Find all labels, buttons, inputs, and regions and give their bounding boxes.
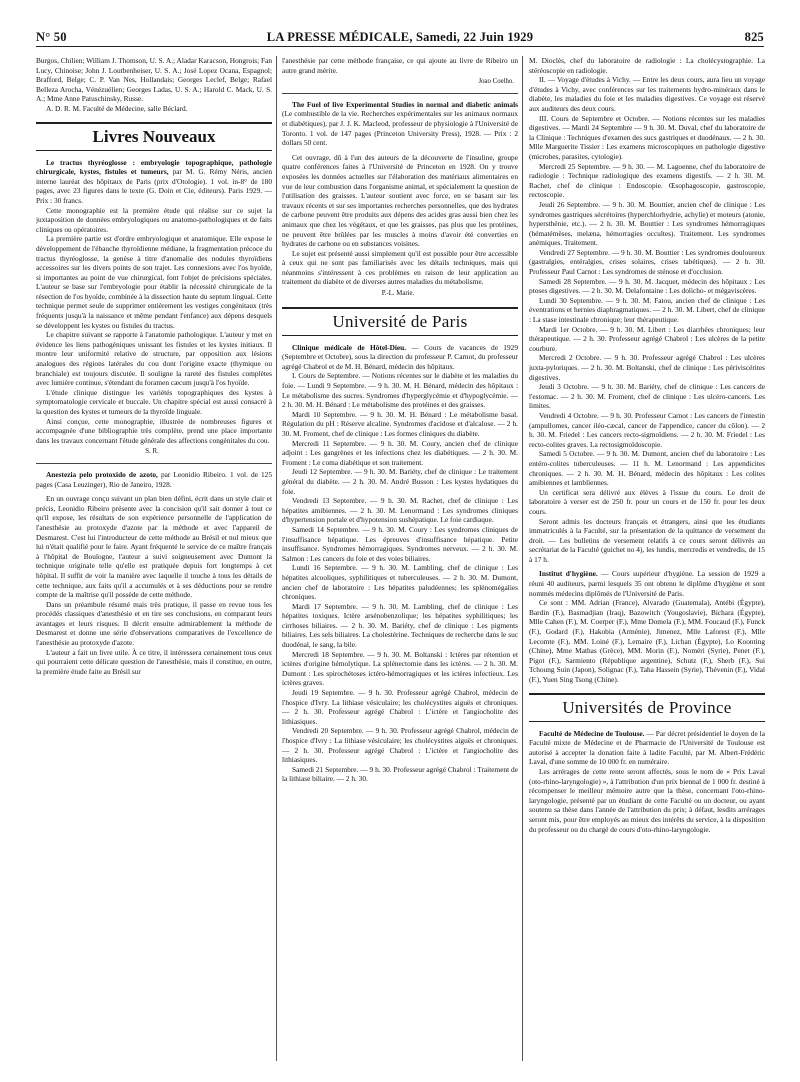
paragraph: Cette monographie est la première étude qui réalise sur ce sujet la juxtaposition de données embryologiques ou anatomo-pathologiques et de faits cliniques ou opératoires. bbox=[36, 205, 272, 234]
book-title: Le tractus thyréoglosse : embryologie topographique, pathologie chirurgicale, kystes, fistules et tumeurs, bbox=[36, 157, 272, 177]
column-left bbox=[36, 56, 272, 1066]
paragraph: Jeudi 19 Septembre. — 9 h. 30. Professeur agrégé Chabrol, médecin de l'hospice d'Ivry. La lithiase vésiculaire; les cholécystites aiguës et chroniques. — 2 h. 30. Professeur agrégé Chabrol : L'ictère et l'angiocholite des lithiasiques. bbox=[282, 688, 518, 726]
paragraph: En un ouvrage conçu suivant un plan bien défini, écrit dans un style clair et précis, Leonidio Ribeiro présente avec la concision qu'il sait donner à tout ce qu'il expose, les résultats de son expérience personnelle de l'application de l'anesthésie au protoxyde d'azote par la méthode et avec l'appareil de Desmarest. C'est lui l'introducteur de cette méthode au Brésil et nul mieux que lui n'était qualifié pour le faire. Ayant fréquenté le service de ce maître français à l'hôpital de Boulogne, l'auteur a suivi soigneusement avec Dumont la technique originale telle qu'elle est pratiquée depuis fort longtemps à cet hôpital. Il suffit de voir la manière avec laquelle il touche à tous les détails de cette technique, aux faits qu'il a accumulés et à ses déductions pour se rendre compte de la maîtrise qu'il possède de cette méthode. bbox=[36, 494, 272, 600]
paragraph: Cet ouvrage, dû à l'un des auteurs de la découverte de l'insuline, groupe quatre conférences faites à l'Université de Princeton en 1928. On y trouve exposées les données actuelles sur l'élaboration des matériaux alimentaires en vue de leur combustion dans l'organisme animal, et spécialement la question de l'utilisation des graisses. L'auteur soutient avec force, en se basant sur les travaux récents et sur ses importantes recherches personnelles, que des hydrates de carbone peuvent être produits aux dépens des acides gras aussi bien chez les animaux que chez les végétaux, et que les graisses, pas plus que les protéines, ne peuvent être brûlées par les muscles à moins d'avoir été converties en hydrates de carbone ou en substances voisines. bbox=[282, 152, 518, 249]
paragraph: Samedi 5 Octobre. — 9 h. 30. M. Dumont, ancien chef du laboratoire : Les entéro-colites tuberculeuses. — 11 h. M. Lenormand : Les appendicites chroniques. — 2 h. 30. M. H. Bénard, médecin des hôpitaux : Les colites amibiennes et lambliennes. bbox=[529, 449, 765, 488]
paragraph: Vendredi 13 Septembre. — 9 h. 30. M. Rachet, chef de clinique : Les hépatites amibiennes. — 2 h. 30. M. Lenormand : Les syndromes cliniques d'hypertension portale et d'hypotension sushépatique. Le foie cardiaque. bbox=[282, 496, 518, 525]
graduates-list-source: A. D. R. M. Faculté de Médecine, salle Béclard. bbox=[46, 103, 188, 113]
book-details: (Le combustible de la vie. Recherches expérimentales sur les animaux normaux et diabétiques), par J. J. K. Macleod, professeur de physiologie à l'Université de Toronto. 1 vol. de 147 pages (Princeton University Press), 1928. — Prix : 2 dollars 50 cent. bbox=[282, 109, 518, 148]
paragraph: Ainsi conçue, cette monographie, illustrée de nombreuses figures et accompagnée d'une bibliographie très complète, prend une place importante dans les travaux concernant l'étude générale des affections congénitales du cou. bbox=[36, 416, 272, 445]
paragraph: Mardi 10 Septembre. — 9 h. 30. M. H. Bénard : Le métabolisme basal. Régulation du pH : Réserve alcaline. Syndromes d'acidose et d'alcalose. — 2 h. 30. M. Froment, chef de clinique : Les formes cliniques du diabète. bbox=[282, 409, 518, 438]
section-title-universite-paris: Université de Paris bbox=[282, 307, 518, 336]
paragraph: Vendredi 4 Octobre. — 9 h. 30. Professeur Carnot : Les cancers de l'intestin (ampullomes, cancer iléo-cæcal, cancer de l'appendice, cancer du côlon). — 2 h. 30. M. Friedel : Les cancers recto-sigmoïdiens. — 2 h. 30. M. Friedel : Les recto-colites graves. La rectosigmoïdoscopie. bbox=[529, 410, 765, 449]
book-review-entry bbox=[282, 100, 518, 148]
book-title: The Fuel of live Experimental Studies in normal and diabetic animals bbox=[292, 99, 518, 109]
paragraph: Le sujet est présenté aussi simplement qu'il est possible pour être accessible à ceux qui ne sont pas familiarisés avec les détails techniques, mais qui néanmoins s'intéressent à ces problèmes en raison de leur application au traitement du diabète et de diverses autres maladies du métabolisme. bbox=[282, 248, 518, 287]
paragraph: Mercredi 2 Octobre. — 9 h. 30. Professeur agrégé Chabrol : Les ulcères juxta-pyloriques. — 2 h. 30. M. Boltanski, chef de clinique : Les périviscérites digestives. bbox=[529, 353, 765, 382]
paragraph: Mardi 1er Octobre. — 9 h. 30. M. Libert : Les diarrhées chroniques; leur thérapeutique. — 2 h. 30. Professeur agrégé Chabrol : Les ulcères de la petite courbure. bbox=[529, 324, 765, 353]
paragraph: L'étude clinique distingue les variétés topographiques des kystes à symptomatologie cervicale et buccale. Un chapitre spécial est aussi consacré à la question des kystes et tumeurs de la thyroïde linguale. bbox=[36, 387, 272, 416]
paragraph: M. Dioclès, chef du laboratoire de radiologie : La cholécystographie. La stéréoscopie en radiologie. bbox=[529, 56, 765, 75]
divider bbox=[282, 93, 518, 94]
course-heading: Institut d'hygiène. bbox=[539, 569, 598, 579]
column-divider bbox=[522, 56, 523, 1061]
paragraph: Mercredi 11 Septembre. — 9 h. 30. M. Coury, ancien chef de clinique adjoint : Les gangrènes et les infections chez les diabétiques. — 2 h. 30. M. Froment : Le coma diabétique et son traitement. bbox=[282, 438, 518, 467]
section-title-livres: Livres Nouveaux bbox=[36, 122, 272, 151]
paragraph: Mercredi 18 Septembre. — 9 h. 30. M. Boltanski : Ictères par rétention et ictères d'origine hémolytique. La splénectomie dans les ictères. — 2 h. 30. M. Dumont : Les spirochétoses ictéro-hémorragiques et les ictères infectieux. Les ictères graves. bbox=[282, 649, 518, 688]
paragraph: Samedi 21 Septembre. — 9 h. 30. Professeur agrégé Chabrol : Traitement de la lithiase biliaire. — 2 h. 30. bbox=[282, 764, 518, 784]
paragraph: III. Cours de Septembre et Octobre. — Notions récentes sur les maladies digestives. — Mardi 24 Septembre — 9 h. 30. M. Duval, chef du laboratoire de la Clinique : Techniques d'examen des sucs gastriques et duodénaux. — 2 h. 30. Mlle Marguerite Tissier : Les examens microscopiques en pathologie digestive (microbes, parasites, cytologie). bbox=[529, 113, 765, 161]
column-right bbox=[529, 56, 765, 1066]
page-number-right: 825 bbox=[744, 30, 764, 44]
paragraph: Samedi 14 Septembre. — 9 h. 30. M. Coury : Les syndromes cliniques de l'insuffisance hépatique. Les épreuves d'insuffisance hépatique. Petite insuffisance. Syndromes hémorragiques. Syndromes nerveux. — 2 h. 30. M. Salmon : Les cancers du foie et des voies biliaires. bbox=[282, 524, 518, 563]
course-announcement: Institut d'hygiène. — Cours supérieur d'hygiène. La session de 1929 a réuni 40 auditeurs, parmi lesquels 35 ont obtenu le diplôme d'hygiène et sont nommés médecins diplômés de l'Université de Paris. bbox=[529, 569, 765, 598]
paragraph: II. — Voyage d'études à Vichy. — Entre les deux cours, aura lieu un voyage d'études à Vichy, avec conférences sur les traitements hydro-minéraux dans le diabète, les maladies du foie et les maladies digestives. Ce voyage est réservé aux auditeurs des deux cours. bbox=[529, 75, 765, 113]
review-signature: P.-L. Marie. bbox=[381, 290, 415, 298]
column-divider bbox=[276, 56, 277, 1061]
paragraph: Lundi 30 Septembre. — 9 h. 30. M. Fatou, ancien chef de clinique : Les éventrations et hernies diaphragmatiques. — 2 h. 30. M. Libert, chef de clinique : La stase intestinale chronique; leur thérapeutique. bbox=[529, 295, 765, 325]
paragraph: Jeudi 3 Octobre. — 9 h. 30. M. Bariéty, chef de clinique : Les cancers de l'estomac. — 2 h. 30. M. Froment, chef de clinique : Les ulcéro-cancers. Les limites. bbox=[529, 382, 765, 411]
section-title-universites-province: Universités de Province bbox=[529, 693, 765, 722]
course-heading: Faculté de Médecine de Toulouse. bbox=[539, 728, 645, 738]
paragraph: Les arrérages de cette rente seront affectés, sous le nom de « Prix Laval (oto-rhino-laryngologie) », à l'attribution d'un prix biennal de 1 000 fr. destiné à récompenser le meilleur mémoire autre que la thèse, concernant l'oto-rhino-laryngologie, présenté par un étudiant de cette Faculté ou un docteur, ou ayant soutenu sa thèse dans l'année de l'attribution du prix; à défaut, lesdits arrérages seront mis, pour être employés au mieux des intérêts du service, à la disposition du professeur ou du chargé de cours d'oto-rhino-laryngologie. bbox=[529, 766, 765, 834]
book-review-entry bbox=[36, 470, 272, 489]
paragraph: Ce sont : MM. Adrian (France), Alvarado (Guatemala), Antébi (Égypte), Bardin (F.), Basmadjian (Iraq), Bazowitch (Yougoslavie), Bichara (Égypte), Mlle Cahen (F.), M. Coerper (F.), Mme Domela (F.), MM. Foucaud (F.), Funck (F.), Godard (F.), Hakobia (Arménie), Jimenez, Mlle Laforest (F.), Mlle Lecomte (F.), MM. Loiné (F.), Lemaire (F.), Lichan (Égypte), Lo Koonting (Chine), Mme Mathas (Grèce), MM. Morin (F.), Noméri (Syrie), Penet (F.), Pigot (F.), Sarmiento (République argentine), Schutz (F.), Sherb (F.), Sui Tchoung Suin (Japon), Solignac (F.), Taha Hassein (Syrie), Thévenin (F.), Vidal (F.), Yuen Sing Tsong (Chine). bbox=[529, 598, 765, 684]
review-signature: S. R. bbox=[145, 448, 159, 456]
paragraph: Dans un préambule résumé mais très pratique, il passe en revue tous les procédés classiques d'anesthésie et en tire ses conclusions, en comparant leurs avantages et leurs risques. Il décrit ensuite admirablement la méthode de Desmarest et donne une série d'observations comparatives de l'excellence de l'anesthésie au protoxyde d'azote. bbox=[36, 599, 272, 648]
graduates-list: Burgos, Chilien; William J. Thomson, U. S. A.; Aladar Karacson, Hongrois; Fan Lucy, Chinoise; John J. Loutbenheiser, U. S. A.; José Lopez Ocana, Espagnol; Brafford, Belge; C. P. Van Nes, Hollandais; Georges Leclef, Belge; Rafael Belleza Arocha, Vénézuélien; Georges Ladas, U. S. A.; Harold C. Mack, U. S. A.; Mme Anne Patuschinsky, Russe. bbox=[36, 56, 272, 104]
running-title: LA PRESSE MÉDICALE, Samedi, 22 Juin 1929 bbox=[266, 30, 534, 44]
page-number-left: N° 50 bbox=[36, 30, 67, 44]
review-signature: Joao Coelho. bbox=[478, 78, 514, 86]
paragraph: Jeudi 12 Septembre. — 9 h. 30. M. Bariéty, chef de clinique : Le traitement général du diabète. — 2 h. 30. M. André Busson : Les kystes hydatiques du foie. bbox=[282, 467, 518, 496]
paragraph: Un certificat sera délivré aux élèves à l'issue du cours. Le droit de laboratoire à verser est de 250 fr. pour un cours et de 150 fr. pour les deux cours. bbox=[529, 487, 765, 516]
paragraph: Mercredi 25 Septembre. — 9 h. 30. — M. Lagoenne, chef du laboratoire de radiologie : Technique radiologique des examens digestifs. — 2 h. 30. M. Rachet, chef de clinique : Endoscopie. Œsophagoscopie, gastroscopie, rectoscopie. bbox=[529, 161, 765, 200]
paragraph: Seront admis les docteurs français et étrangers, ainsi que les étudiants immatriculés à la Faculté, sur la présentation de la quittance de versement du droit. — Les bulletins de versement relatifs à ce cours seront délivrés au secrétariat de la Faculté (guichet no 4), les lundis, mercredis et vendredis, de 15 à 17 h. bbox=[529, 516, 765, 564]
book-title: Anestezia pelo protoxido de azoto, bbox=[46, 469, 158, 479]
page-header bbox=[36, 30, 764, 47]
paragraph: L'auteur a fait un livre utile. À ce titre, il intéressera certainement tous ceux qui pourraient cette délicate question de l'anesthésie, mais il constitue, en outre, la première étude faite au Brésil sur bbox=[36, 647, 272, 676]
book-review-entry bbox=[36, 158, 272, 206]
paragraph: l'anesthésie par cette méthode française, ce qui ajoute au livre de Ribeiro un autre grand mérite. bbox=[282, 56, 518, 75]
paragraph: Le chapitre suivant se rapporte à l'anatomie pathologique. L'auteur y met en évidence les liens pathogéniques unissant les fistules et les kystes initiaux. Il montre leur uniformité relative de structure, par opposition aux lésions analogues des régions latérales du cou dont l'origine exacte (thymique ou branchiale) est toujours discutée. Il souligne la rareté des fistules complètes avec lumière continue, s'étendant du foramen cæcum jusqu'à l'os hyoïde. bbox=[36, 330, 272, 388]
book-details: par M. G. Rémy Néris, ancien interne lauréat des hôpitaux de Paris (prix d'Otologie). 1 vol. in-8° de 180 pages, avec 23 figures dans le texte (G. Doin et Cie, éditeurs). Paris 1929. — Prix : 30 francs. bbox=[36, 167, 272, 205]
course-announcement: Clinique médicale de Hôtel-Dieu. — Cours de vacances de 1929 (Septembre et Octobre), sous la direction du professeur P. Carnot, du professeur agrégé Chabrol et de M. H. Bénard, médecin des hôpitaux. bbox=[282, 342, 518, 371]
book-details: par Leonidio Ribeiro. 1 vol. de 125 pages (Casa Leuzinger), Rio de Janeiro, 1928. bbox=[36, 469, 272, 489]
paragraph: Samedi 28 Septembre. — 9 h. 30. M. Jacquet, médecin des hôpitaux : Les ptoses digestives. — 2 h. 30. M. Delafontaine : Les dolicho- et mégaviscères. bbox=[529, 276, 765, 296]
paragraph: Mardi 17 Septembre. — 9 h. 30. M. Lambling, chef de clinique : Les hépatites toxiques. Ictère arsénobenzolique; les hépatites syphilitiques; les cirrhoses biliaires. — 2 h. 30. M. Bariéty, chef de clinique : Les pigments biliaires. Les sels biliaires. La cholestérine. Techniques de recherche dans le suc duodénal, le sang, la bile. bbox=[282, 601, 518, 650]
course-announcement: Faculté de Médecine de Toulouse. — Par décret présidentiel le doyen de la Faculté mixte de Médecine et de Pharmacie de l'Université de Toulouse est autorisé à accepter la donation faite à ladite Faculté, par M. Albert-Frédéric Laval, d'une somme de 10 000 fr. en numéraire. bbox=[529, 728, 765, 767]
paragraph: I. Cours de Septembre. — Notions récentes sur le diabète et les maladies du foie. — Lundi 9 Septembre. — 9 h. 30. M. H. Bénard, médecin des hôpitaux : Le métabolisme des sucres. Syndromes d'hyperglycémie et d'hypoglycémie. — 2 h. 30. M. H. Bénard : Le métabolisme des protéines et des graisses. bbox=[282, 371, 518, 410]
paragraph: Vendredi 20 Septembre. — 9 h. 30. Professeur agrégé Chabrol, médecin de l'hospice d'Ivry : La lithiase vésiculaire; les cholécystites aiguës et chroniques. — 2 h. 30. Professeur agrégé Chabrol : L'ictère et l'angiocholite des lithiasiques. bbox=[282, 726, 518, 765]
course-heading: Clinique médicale de Hôtel-Dieu. bbox=[292, 342, 407, 352]
divider bbox=[36, 463, 272, 464]
paragraph: Vendredi 27 Septembre. — 9 h. 30. M. Bouttier : Les syndromes douloureux (gastralgies, entéralgies, crises solaires, crises tabétiques). — 2 h. 30. Professeur Paul Carnot : Les syndromes de sténose et d'occlusion. bbox=[529, 247, 765, 277]
paragraph: Lundi 16 Septembre. — 9 h. 30. M. Lambling, chef de clinique : Les hépatites alcooliques, syphilitiques et tuberculeuses. — 2 h. 30. M. Dumont, ancien chef de laboratoire : Les hépatites paludéennes; les splénomégalies chroniques. bbox=[282, 563, 518, 602]
paragraph: Jeudi 26 Septembre. — 9 h. 30. M. Bouttier, ancien chef de clinique : Les syndromes gastriques sécrétoires (hyperchlorhydrie, achylie) et moteurs (atonie, hypersthénie, etc.). — 2 h. 30. M. Bouttier : Les syndromes hémorragiques (hématémèses, melæna, hémorragies occultes). Traitement. Les syndromes anémiques. Traitement. bbox=[529, 199, 765, 248]
column-middle bbox=[282, 56, 518, 1066]
paragraph: La première partie est d'ordre embryologique et anatomique. Elle expose le développement de l'ébauche thyroïdienne médiane, la fragmentation précoce du tractus thyréoglosse, la genèse à titre d'anomalie des nodules thyroïdiens accessoires sur les divers points de son trajet. Les connexions avec l'os hyoïde, si importantes au point de vue chirurgical, font l'objet de précisions spéciales. L'auteur se base sur l'embryologie pour établir la nécessité chirurgicale de la résection de l'os hyoïde, combinée à la dissection haute du septum lingual. Cette technique permet seule de supprimer entièrement les vestiges congénitaux (très fréquents jusqu'à la naissance et même pendant l'enfance) aux dépens desquels se développent les kystes ou fistules du tractus. bbox=[36, 234, 272, 330]
